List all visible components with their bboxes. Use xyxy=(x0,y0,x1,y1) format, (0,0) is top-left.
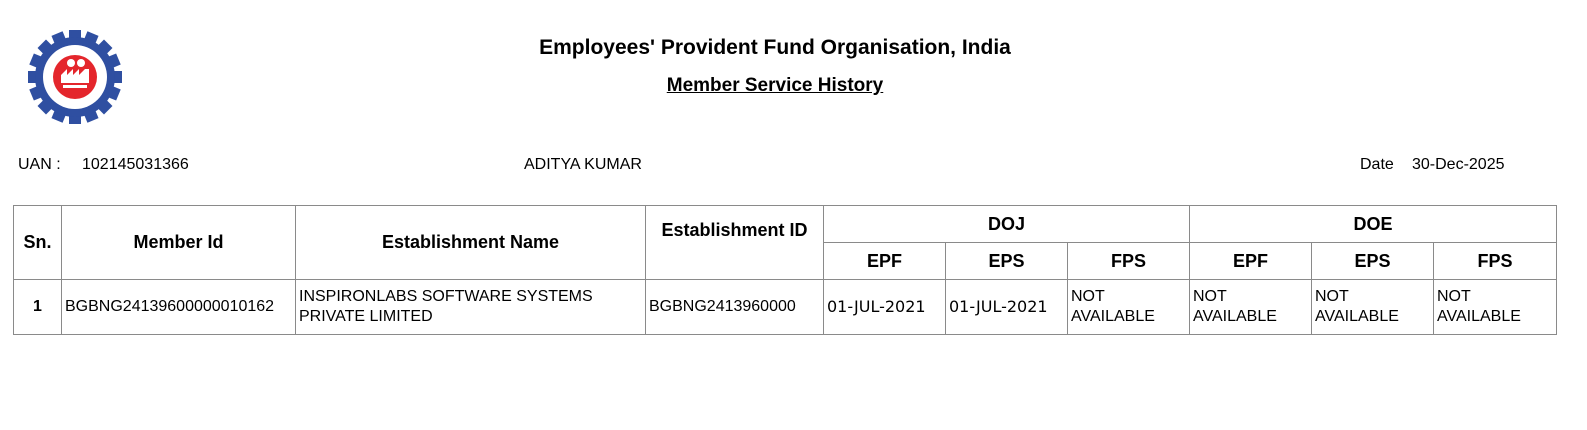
page-subtitle: Member Service History xyxy=(666,75,884,96)
cell-doe-epf: NOT AVAILABLE xyxy=(1190,280,1312,335)
table-row xyxy=(14,280,1557,335)
header-establishment-name: Establishment Name xyxy=(296,206,646,280)
header-doe-fps: FPS xyxy=(1434,243,1557,280)
header-doj-eps: EPS xyxy=(946,243,1068,280)
cell-doj-fps: NOT AVAILABLE xyxy=(1068,280,1190,335)
header-sn: Sn. xyxy=(14,206,62,280)
uan-label: UAN : xyxy=(18,156,61,173)
header-doj-fps: FPS xyxy=(1068,243,1190,280)
header-doe-eps: EPS xyxy=(1312,243,1434,280)
header-member-id: Member Id xyxy=(62,206,296,280)
header-establishment-id: Establishment ID xyxy=(646,206,824,280)
page-title: Employees' Provident Fund Organisation, India xyxy=(539,36,1011,59)
cell-establishment-name: INSPIRONLABS SOFTWARE SYSTEMS PRIVATE LIMITED xyxy=(296,280,646,335)
cell-member-id: BGBNG24139600000010162 xyxy=(62,280,296,335)
member-name: ADITYA KUMAR xyxy=(524,156,642,173)
date-value: 30-Dec-2025 xyxy=(1412,156,1505,173)
service-history-table xyxy=(13,205,1557,335)
header-doj: DOJ xyxy=(824,206,1190,243)
cell-doj-eps: 01-JUL-2021 xyxy=(946,280,1068,335)
cell-establishment-id: BGBNG2413960000 xyxy=(646,280,824,335)
cell-doe-fps: NOT AVAILABLE xyxy=(1434,280,1557,335)
cell-doe-eps: NOT AVAILABLE xyxy=(1312,280,1434,335)
date-label: Date xyxy=(1360,156,1394,173)
header-doj-epf: EPF xyxy=(824,243,946,280)
cell-doj-epf: 01-JUL-2021 xyxy=(824,280,946,335)
header-doe-epf: EPF xyxy=(1190,243,1312,280)
header-doe: DOE xyxy=(1190,206,1557,243)
uan-value: 102145031366 xyxy=(82,156,189,173)
cell-sn: 1 xyxy=(14,280,62,335)
